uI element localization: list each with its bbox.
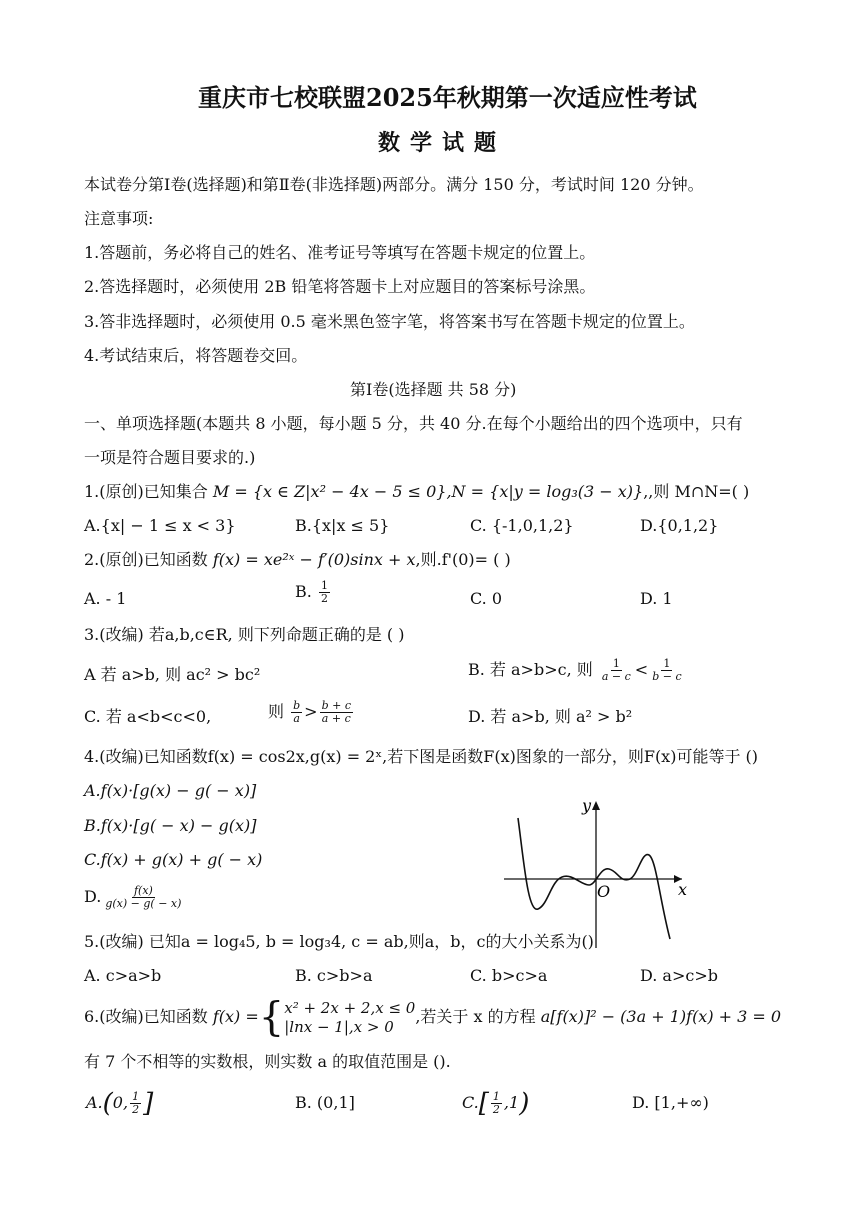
q5-option-a: A. c>a>b <box>84 966 162 985</box>
q6-line-2: 有 7 个不相等的实数根，则实数 a 的取值范围是 (). <box>84 1052 451 1071</box>
section-instruction-2: 一项是符合题目要求的.) <box>84 448 256 467</box>
section-instruction-1: 一、单项选择题(本题共 8 小题，每小题 5 分，共 40 分.在每个小题给出的四个选项中，只有 <box>84 414 743 433</box>
q4-d-label: D. <box>84 887 102 906</box>
q6-piece-2: |lnx − 1|,x > 0 <box>284 1017 394 1036</box>
q6-a-fraction <box>130 1091 141 1116</box>
q2-prefix: 2.(原创)已知函数 <box>84 550 208 569</box>
q6-prefix: 6.(改编)已知函数 <box>84 1007 208 1026</box>
intro-text: 本试卷分第Ⅰ卷(选择题)和第Ⅱ卷(非选择题)两部分。满分 150 分，考试时间 120 分钟。 <box>84 175 704 194</box>
q6-a-num: 1 <box>132 1090 140 1103</box>
q4-d-num: f(x) <box>133 884 153 897</box>
note-item-3: 3.答非选择题时，必须使用 0.5 毫米黑色签字笔，将答案书写在答题卡规定的位置上。 <box>84 312 695 331</box>
q6-c-den: 2 <box>492 1103 500 1116</box>
q6-option-c <box>462 1086 529 1121</box>
question-4-stem: 4.(改编)已知函数f(x) = cos2x,g(x) = 2ˣ,若下图是函数F(x)图象的一部分，则F(x)可能等于 () <box>84 747 759 766</box>
q3-b-op: < <box>634 660 649 679</box>
q1-set-n: ,N = {x|y = log₃(3 − x)} <box>446 482 644 501</box>
q6-a-den: 2 <box>132 1103 140 1116</box>
q1-option-c: C. {-1,0,1,2} <box>470 516 574 535</box>
q6-c-label: C. <box>462 1093 479 1112</box>
q4-option-c: C.f(x) + g(x) + g( − x) <box>84 850 263 869</box>
q2-formula: f(x) = xe²ˣ − f′(0)sinx + x <box>212 550 416 569</box>
q2-option-b-fraction <box>319 580 330 605</box>
q2-option-b-label: B. <box>295 582 312 601</box>
notes-heading: 注意事项: <box>84 209 154 228</box>
q6-a-open-paren-icon: ( <box>102 1088 113 1119</box>
origin-label: O <box>597 882 611 901</box>
q6-piece-1: x² + 2x + 2,x ≤ 0 <box>284 998 416 1017</box>
function-graph <box>496 793 696 953</box>
q3-b-f1-num: 1 <box>612 657 620 670</box>
q3-c-f1-num: b <box>293 699 301 712</box>
q3-c-fraction-2 <box>320 700 353 725</box>
x-axis-label: x <box>678 880 688 899</box>
q2-suffix: ,则.f'(0)= ( ) <box>415 550 511 569</box>
q3-c-f2-num: b + c <box>321 699 351 712</box>
q4-d-fraction <box>103 885 183 910</box>
q3-c-op: > <box>304 702 318 721</box>
q6-option-b: B. (0,1] <box>295 1093 355 1112</box>
q1-option-a: A.{x| − 1 ≤ x < 3} <box>84 516 236 535</box>
q4-option-a: A.f(x)·[g(x) − g( − x)] <box>84 781 257 800</box>
q3-b-prefix: B. 若 a>b>c, 则 <box>468 660 593 679</box>
q4-option-d <box>84 885 185 910</box>
q1-suffix: ,,则 M∩N=( ) <box>643 482 750 501</box>
q5-option-b: B. c>b>a <box>295 966 373 985</box>
q5-option-c: C. b>c>a <box>470 966 548 985</box>
q3-b-f2-num: 1 <box>663 657 671 670</box>
y-axis-arrow-icon <box>592 801 600 810</box>
q2-b-num: 1 <box>320 579 328 592</box>
q3-option-c-prefix: C. 若 a<b<c<0, <box>84 707 212 726</box>
q3-option-b <box>468 658 686 683</box>
note-item-4: 4.考试结束后，将答题卷交回。 <box>84 346 308 365</box>
q3-b-f1-den: a − c <box>601 670 631 683</box>
q6-c-num: 1 <box>492 1090 500 1103</box>
q2-option-a: A. - 1 <box>84 589 127 608</box>
q6-f-label: f(x) = <box>212 1007 259 1026</box>
q3-b-f2-den: b − c <box>652 670 682 683</box>
note-item-2: 2.答选择题时，必须使用 2B 铅笔将答题卡上对应题目的答案标号涂黑。 <box>84 277 596 296</box>
q2-option-c: C. 0 <box>470 589 503 608</box>
q6-a-close-bracket-icon: ] <box>143 1088 154 1119</box>
exam-subtitle: 数学试题 <box>378 130 507 156</box>
q6-c-open-bracket-icon: [ <box>478 1088 489 1119</box>
y-axis-label: y <box>582 796 592 815</box>
q3-c-then: 则 <box>268 702 285 721</box>
q2-option-d: D. 1 <box>640 589 673 608</box>
question-6-stem <box>84 995 781 1039</box>
q6-a-label: A. <box>86 1093 103 1112</box>
question-2-stem <box>84 549 511 571</box>
q1-option-d: D.{0,1,2} <box>640 516 719 535</box>
q4-d-den: g(x) − g( − x) <box>105 897 182 910</box>
exam-title: 重庆市七校联盟2025年秋期第一次适应性考试 <box>198 83 697 112</box>
q1-set-m: M = {x ∈ Z|x² − 4x − 5 ≤ 0} <box>212 482 447 501</box>
q3-c-f1-den: a <box>293 712 300 725</box>
q1-option-b: B.{x|x ≤ 5} <box>295 516 390 535</box>
q6-a-val: 0, <box>112 1093 129 1112</box>
section-title: 第Ⅰ卷(选择题 共 58 分) <box>350 380 517 399</box>
q3-c-fraction-1 <box>291 700 302 725</box>
q6-option-d: D. [1,+∞) <box>632 1093 709 1112</box>
q3-c-f2-den: a + c <box>321 712 351 725</box>
q6-piecewise <box>284 999 415 1037</box>
q1-prefix: 1.(原创)已知集合 <box>84 482 208 501</box>
q4-option-b: B.f(x)·[g( − x) − g(x)] <box>84 816 257 835</box>
q6-c-close-paren-icon: ) <box>519 1088 530 1119</box>
left-brace-icon: { <box>258 994 285 1041</box>
q3-option-a: A 若 a>b, 则 ac² > bc² <box>84 665 261 684</box>
question-1-stem <box>84 481 749 503</box>
q3-b-fraction-1 <box>600 658 633 683</box>
q6-c-fraction <box>491 1091 502 1116</box>
q3-option-c-then <box>268 700 355 725</box>
note-item-1: 1.答题前，务必将自己的姓名、准考证号等填写在答题卡规定的位置上。 <box>84 243 596 262</box>
q2-option-b <box>295 580 332 605</box>
q5-option-d: D. a>c>b <box>640 966 718 985</box>
q6-middle: ,若关于 x 的方程 <box>415 1007 536 1026</box>
q3-b-fraction-2 <box>650 658 683 683</box>
q6-equation: a[f(x)]² − (3a + 1)f(x) + 3 = 0 <box>540 1007 782 1026</box>
q6-c-val: ,1 <box>503 1093 520 1112</box>
question-5-stem: 5.(改编) 已知a = log₄5, b = log₃4, c = ab,则a，b，c的大小关系为() <box>84 932 594 951</box>
q2-b-den: 2 <box>320 592 328 605</box>
q6-option-a <box>86 1086 153 1121</box>
q3-option-d: D. 若 a>b, 则 a² > b² <box>468 707 633 726</box>
question-3-stem: 3.(改编) 若a,b,c∈R, 则下列命题正确的是 ( ) <box>84 625 405 644</box>
